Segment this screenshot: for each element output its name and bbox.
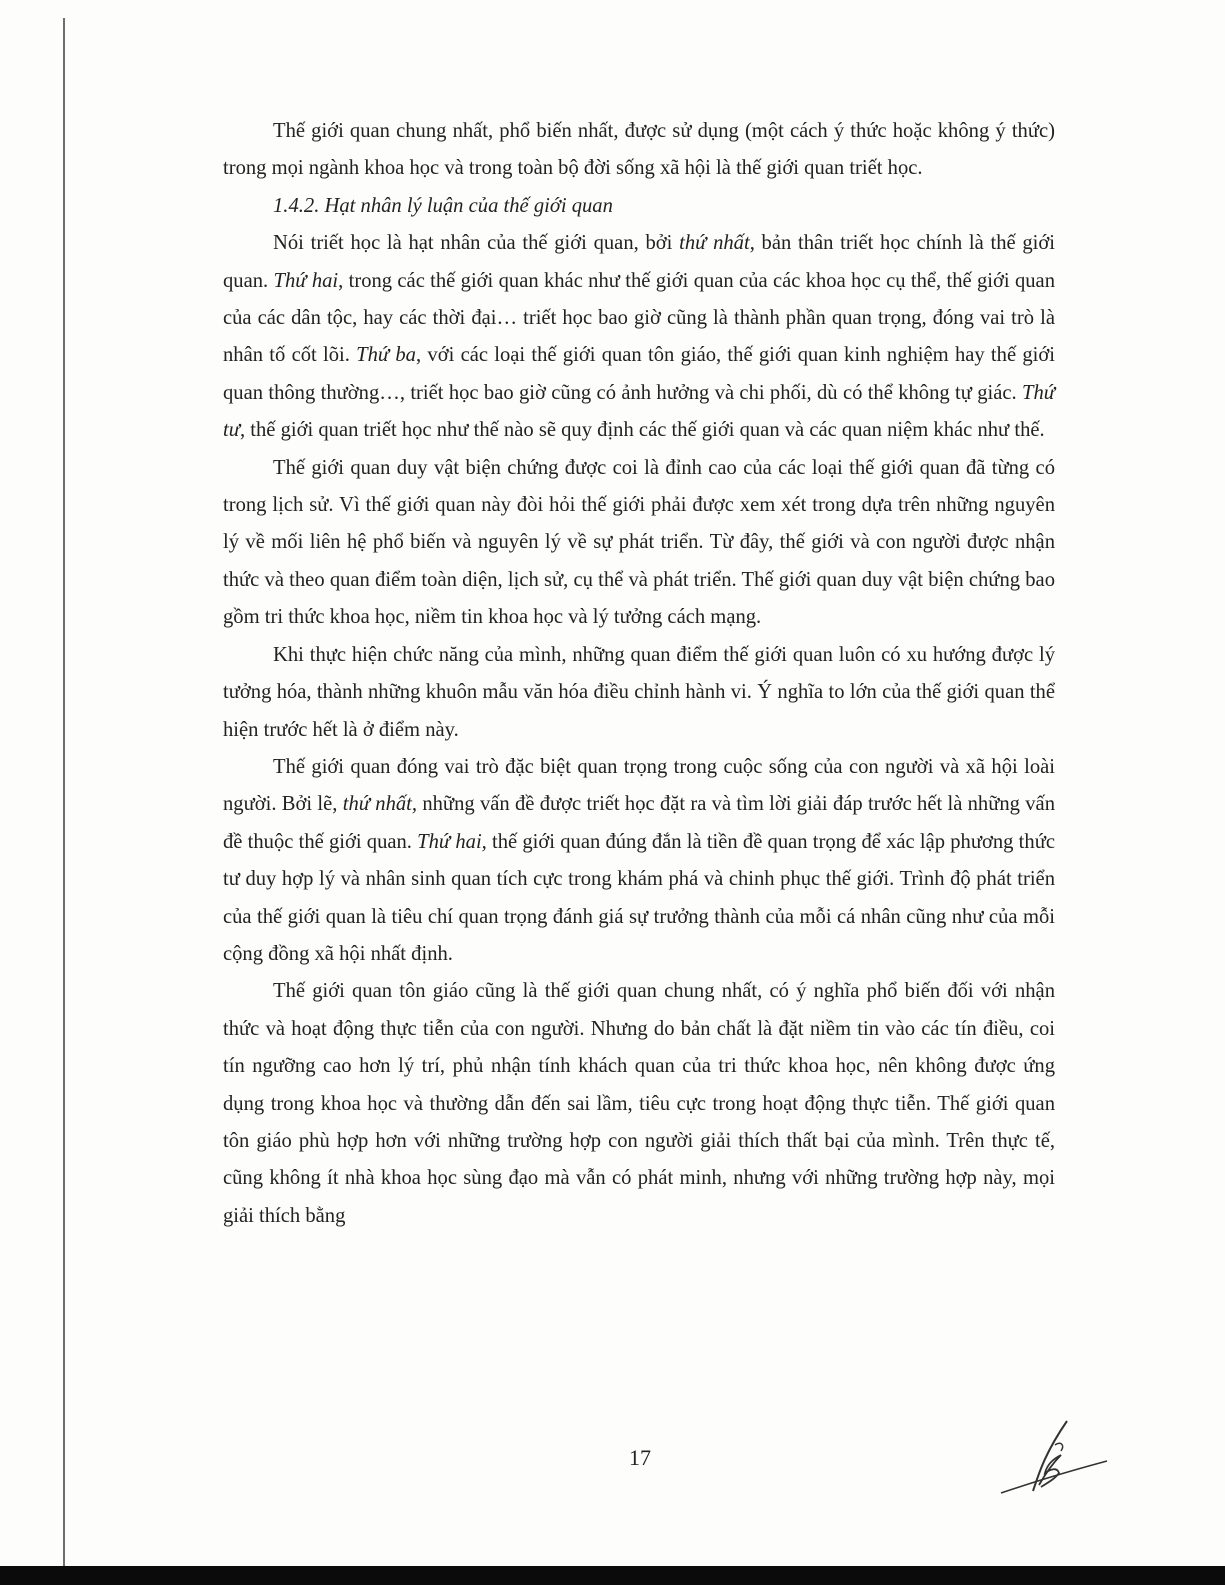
paragraph-5: Thế giới quan đóng vai trò đặc biệt quan trọng trong cuộc sống của con người và xã hội loài người. Bởi lẽ, thứ nhất, những vấn đề được triết học đặt ra và tìm lời giải đáp trước hết là những vấn đề thuộc thế giới quan. Thứ hai, thế giới quan đúng đắn là tiền đề quan trọng để xác lập phương thức tư duy hợp lý và nhân sinh quan tích cực trong khám phá và chinh phục thế giới. Trình độ phát triển của thế giới quan là tiêu chí quan trọng đánh giá sự trưởng thành của mỗi cá nhân cũng như của mỗi cộng đồng xã hội nhất định. [223, 755, 1055, 965]
paragraph-6: Thế giới quan tôn giáo cũng là thế giới quan chung nhất, có ý nghĩa phổ biến đối với nhận thức và hoạt động thực tiễn của con người. Nhưng do bản chất là đặt niềm tin vào các tín điều, coi tín ngưỡng cao hơn lý trí, phủ nhận tính khách quan của tri thức khoa học, nên không được ứng dụng trong khoa học và thường dẫn đến sai lầm, tiêu cực trong hoạt động thực tiễn. Thế giới quan tôn giáo phù hợp hơn với những trường hợp con người giải thích thất bại của mình. Trên thực tế, cũng không ít nhà khoa học sùng đạo mà vẫn có phát minh, nhưng với những trường hợp này, mọi giải thích bằng [223, 980, 1055, 1227]
signature-mark [995, 1415, 1115, 1505]
page-number: 17 [629, 1445, 651, 1470]
document-body [223, 113, 1055, 1235]
bottom-scan-bar [0, 1566, 1225, 1585]
paragraph-4: Khi thực hiện chức năng của mình, những quan điểm thế giới quan luôn có xu hướng được lý tưởng hóa, thành những khuôn mẫu văn hóa điều chỉnh hành vi. Ý nghĩa to lớn của thế giới quan thể hiện trước hết là ở điểm này. [223, 643, 1055, 741]
section-heading-1-4-2: 1.4.2. Hạt nhân lý luận của thế giới quan [273, 194, 613, 217]
paragraph-1: Thế giới quan chung nhất, phổ biến nhất, được sử dụng (một cách ý thức hoặc không ý thức) trong mọi ngành khoa học và trong toàn bộ đời sống xã hội là thế giới quan triết học. [223, 120, 1055, 180]
paragraph-3: Thế giới quan duy vật biện chứng được coi là đỉnh cao của các loại thế giới quan đã từng có trong lịch sử. Vì thế giới quan này đòi hỏi thế giới phải được xem xét trong dựa trên những nguyên lý về mối liên hệ phổ biến và nguyên lý về sự phát triển. Từ đây, thế giới và con người được nhận thức và theo quan điểm toàn diện, lịch sử, cụ thể và phát triển. Thế giới quan duy vật biện chứng bao gồm tri thức khoa học, niềm tin khoa học và lý tưởng cách mạng. [223, 456, 1055, 629]
page-left-border [63, 18, 65, 1578]
paragraph-2: Nói triết học là hạt nhân của thế giới quan, bởi thứ nhất, bản thân triết học chính là thế giới quan. Thứ hai, trong các thế giới quan khác như thế giới quan của các khoa học cụ thể, thế giới quan của các dân tộc, hay các thời đại… triết học bao giờ cũng là thành phần quan trọng, đóng vai trò là nhân tố cốt lõi. Thứ ba, với các loại thế giới quan tôn giáo, thế giới quan kinh nghiệm hay thế giới quan thông thường…, triết học bao giờ cũng có ảnh hưởng và chi phối, dù có thể không tự giác. Thứ tư, thế giới quan triết học như thế nào sẽ quy định các thế giới quan và các quan niệm khác như thế. [223, 232, 1056, 442]
